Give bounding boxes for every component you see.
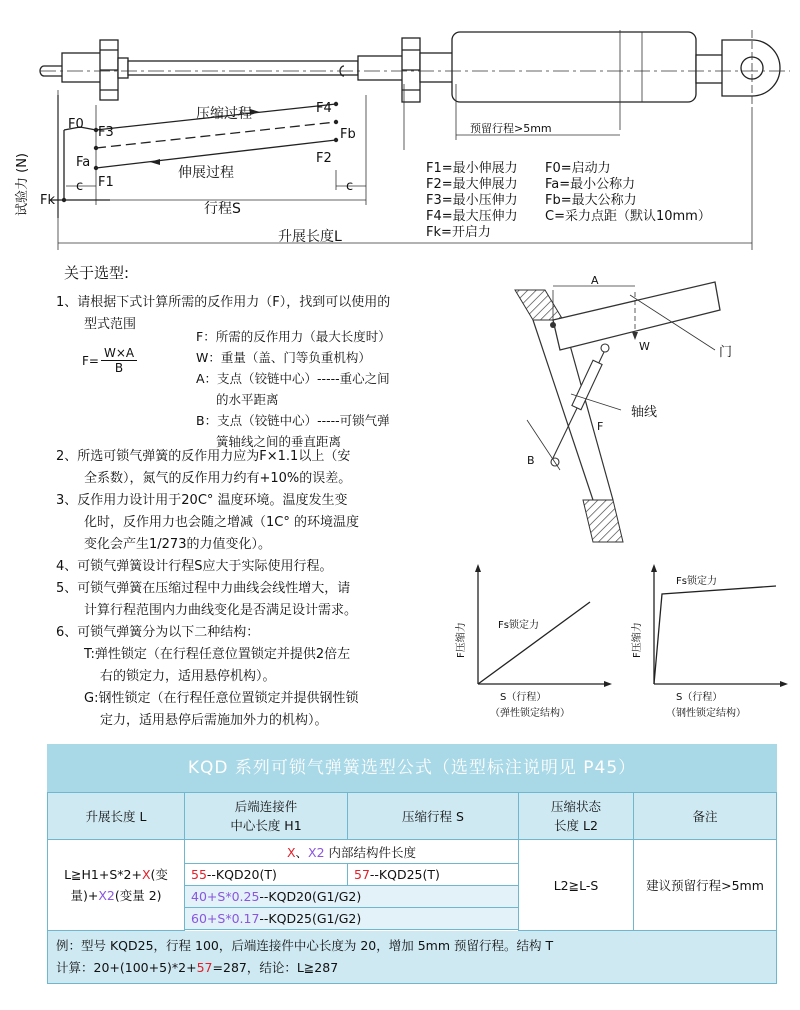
svg-text:（弹性锁定结构）: （弹性锁定结构） bbox=[490, 708, 570, 719]
inner-parts-title: X、X2 内部结构件长度 bbox=[185, 840, 519, 864]
svg-text:F2: F2 bbox=[316, 151, 332, 166]
svg-text:A: A bbox=[591, 274, 599, 287]
selection-notes: 1、请根据下式计算所需的反作用力（F），找到可以使用的 型式范围 2、所选可锁气弹簧的反作用力应为F×1.1以上（安 全系数），氮气的反作用力约有+10%的误差。 3、反作用力设计用于20C° 温度环境。温度发生变 化时，反作用力也会随之增减（1C° 的环境温度 变化会产生1/273的力值变化）。 4、可锁气弹簧设计行程S应大于实际使用行程。 5、可锁气弹簧在压缩过程中力曲线会线性增大，请 计算行程范围内力曲线变化是否满足设计需求。 6、可锁气弹簧分为以下二种结构： T:弹性锁定（在行程任意位置锁定并提供2倍左 右的锁定力，适用悬停机构）。 G:钢性锁定（在行程任意位置锁定并提供钢性锁 定力，适用悬停后需施加外力的机构）。 bbox=[56, 295, 391, 728]
svg-text:F4=最大压伸力: F4=最大压伸力 bbox=[426, 209, 518, 224]
svg-text:F压缩力: F压缩力 bbox=[456, 622, 467, 658]
svg-text:B: B bbox=[527, 454, 535, 467]
length-label: 升展长度L bbox=[278, 229, 342, 245]
value-kqd25t: 57--KQD25(T) bbox=[348, 864, 519, 886]
svg-text:F0: F0 bbox=[68, 117, 84, 132]
formula-definitions: F：所需的反作用力（最大长度时） W：重量（盖、门等负重机构） A：支点（铰链中心）-----重心之间 的水平距离 B：支点（铰链中心）-----可锁气弹 簧轴线之间的垂直距离 bbox=[196, 329, 391, 449]
svg-text:S（行程）: S（行程） bbox=[676, 692, 723, 703]
gas-spring-drawing bbox=[40, 32, 780, 102]
svg-text:Fk=开启力: Fk=开启力 bbox=[426, 225, 491, 240]
value-kqd25g: 60+S*0.17--KQD25(G1/G2) bbox=[185, 908, 519, 930]
svg-text:F0=启动力: F0=启动力 bbox=[545, 161, 611, 176]
force-legend bbox=[426, 160, 711, 240]
svg-text:S（行程）: S（行程） bbox=[500, 692, 547, 703]
door-diagram bbox=[505, 270, 795, 550]
svg-text:C=采力点距（默认10mm）: C=采力点距（默认10mm） bbox=[545, 209, 711, 224]
note-cell: 建议预留行程>5mm bbox=[634, 840, 777, 931]
svg-text:c: c bbox=[76, 179, 84, 194]
example-box: 例：型号 KQD25，行程 100，后端连接件中心长度为 20，增加 5mm 预留行程。结构 T 计算：20+(100+5)*2+57=287，结论：L≧287 bbox=[47, 931, 777, 984]
svg-text:F4: F4 bbox=[316, 101, 332, 116]
svg-text:F3: F3 bbox=[98, 125, 114, 140]
table-title: KQD 系列可锁气弹簧选型公式（选型标注说明见 P45） bbox=[47, 744, 777, 792]
reserve-label: 预留行程>5mm bbox=[470, 122, 552, 135]
svg-text:F1: F1 bbox=[98, 175, 114, 190]
force-stroke-diagram bbox=[0, 0, 800, 260]
extend-label: 伸展过程 bbox=[178, 165, 234, 181]
axis-label: 轴线 bbox=[631, 405, 658, 420]
svg-text:Fb: Fb bbox=[340, 127, 356, 142]
svg-text:F2=最大伸展力: F2=最大伸展力 bbox=[426, 177, 518, 192]
svg-text:Fk: Fk bbox=[40, 193, 56, 208]
length-formula: L≧H1+S*2+X(变 量)+X2(变量 2) bbox=[48, 840, 185, 931]
y-axis-label: 试验力 (N) bbox=[15, 152, 30, 216]
svg-text:（钢性锁定结构）: （钢性锁定结构） bbox=[666, 708, 746, 719]
svg-text:Fa: Fa bbox=[76, 155, 91, 170]
svg-text:W: W bbox=[639, 340, 650, 353]
svg-text:F1=最小伸展力: F1=最小伸展力 bbox=[426, 161, 518, 176]
value-kqd20t: 55--KQD20(T) bbox=[185, 864, 348, 886]
stroke-label: 行程S bbox=[204, 201, 241, 217]
rigid-lock-graph bbox=[616, 558, 796, 728]
table-header-row: 升展长度 L 后端连接件 中心长度 H1 压缩行程 S 压缩状态 长度 L2 备注 bbox=[48, 793, 777, 840]
svg-text:Fb=最大公称力: Fb=最大公称力 bbox=[545, 193, 637, 208]
svg-text:Fs锁定力: Fs锁定力 bbox=[498, 620, 539, 631]
value-kqd20g: 40+S*0.25--KQD20(G1/G2) bbox=[185, 886, 519, 908]
svg-text:F: F bbox=[597, 420, 604, 433]
svg-text:Fa=最小公称力: Fa=最小公称力 bbox=[545, 177, 636, 192]
selection-table bbox=[47, 744, 777, 984]
svg-text:Fs锁定力: Fs锁定力 bbox=[676, 576, 717, 587]
compress-label: 压缩过程 bbox=[196, 106, 252, 122]
selection-title: 关于选型: bbox=[64, 264, 130, 282]
elastic-lock-graph bbox=[440, 558, 620, 728]
svg-text:F压缩力: F压缩力 bbox=[632, 622, 643, 658]
door-label: 门 bbox=[719, 345, 733, 360]
svg-text:c: c bbox=[346, 179, 354, 194]
svg-text:F3=最小压伸力: F3=最小压伸力 bbox=[426, 193, 518, 208]
l2-formula: L2≧L-S bbox=[519, 840, 634, 931]
force-formula: F= $\frac{W\times A}{B}$ bbox=[82, 346, 137, 375]
